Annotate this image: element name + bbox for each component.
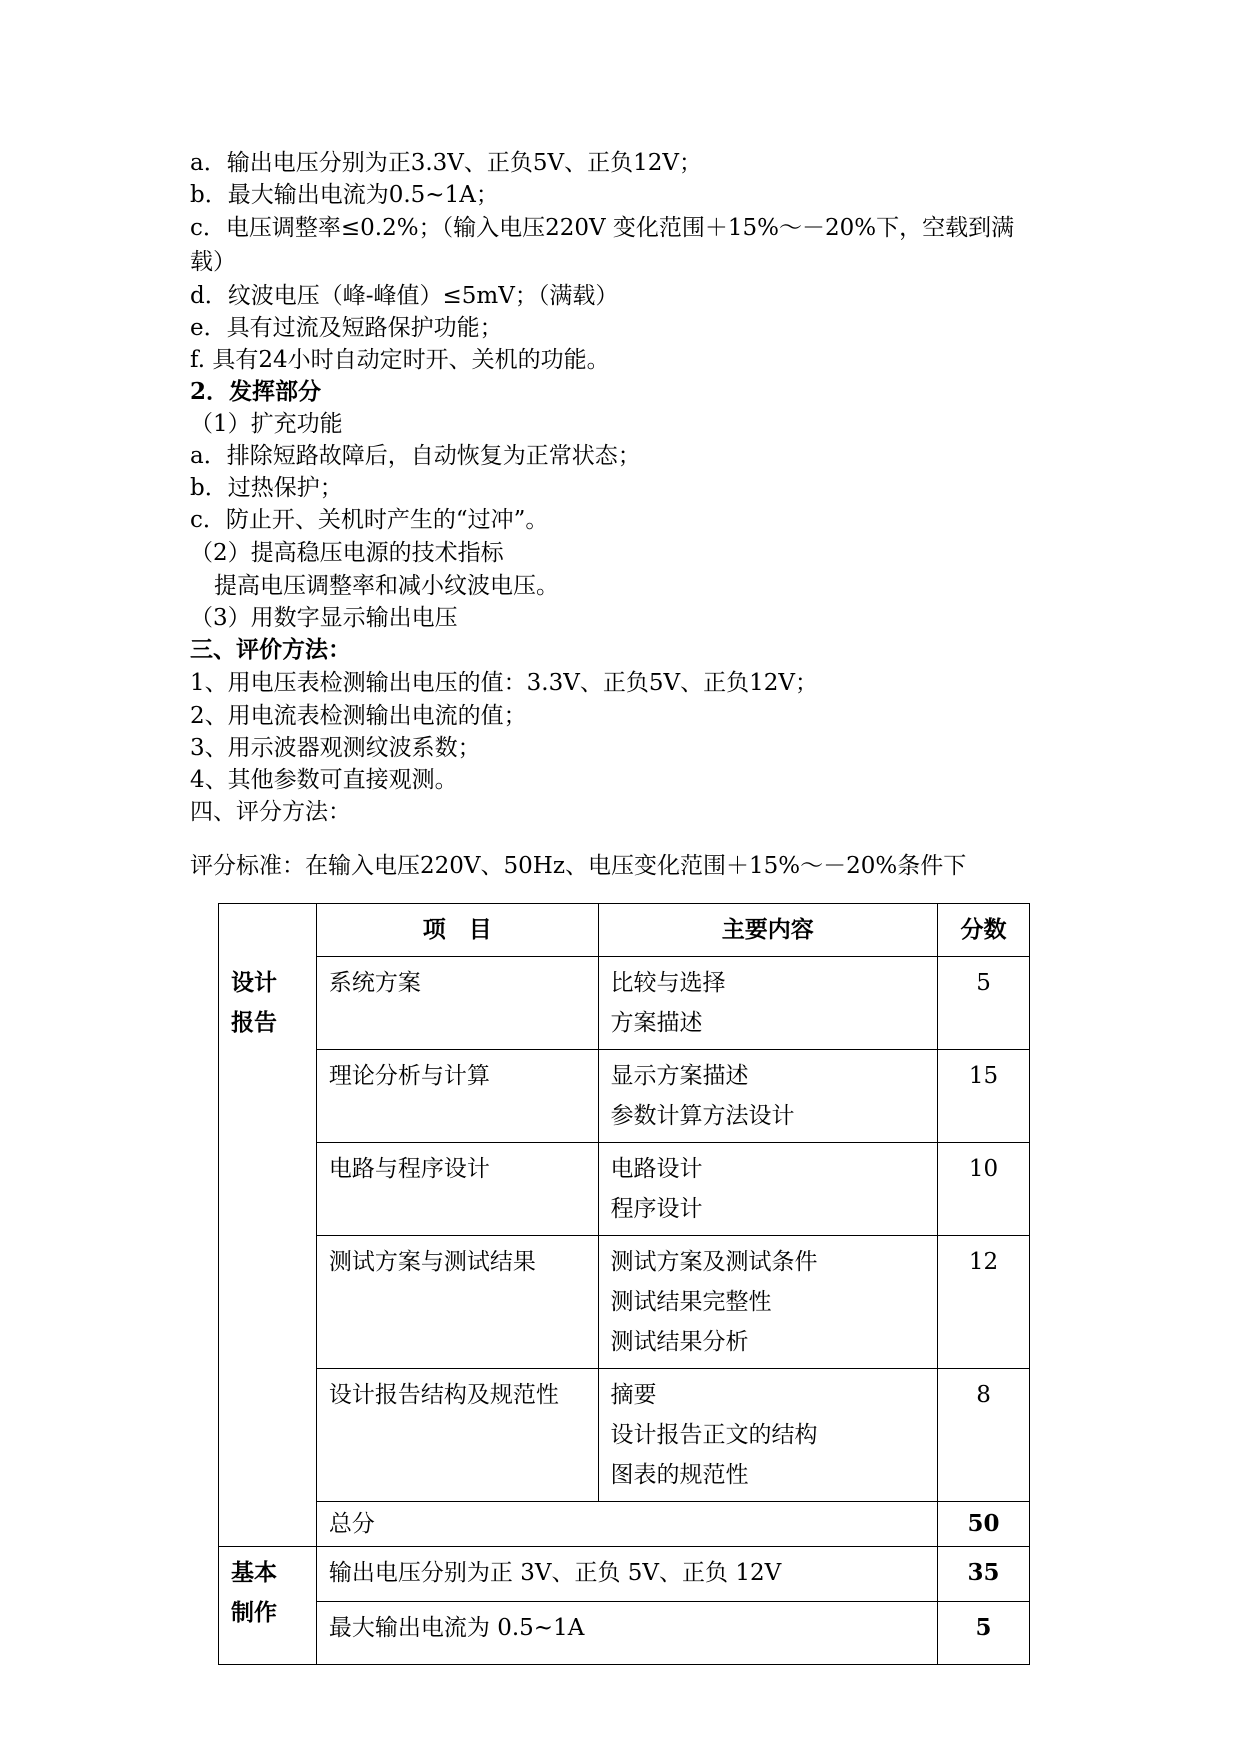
req-line-a: a．输出电压分别为正3.3V、正负5V、正负12V； [190, 150, 703, 176]
row-content: 电路设计 程序设计 [598, 1143, 938, 1236]
table-total-row [219, 1502, 1030, 1547]
row-score: 15 [938, 1050, 1030, 1143]
req-line-e: e．具有过流及短路保护功能； [190, 315, 503, 341]
group-label-design-report: 设计 报告 [219, 957, 317, 1547]
row-content: 测试方案及测试条件 测试结果完整性 测试结果分析 [598, 1236, 938, 1369]
row-score: 10 [938, 1143, 1030, 1236]
eval-line-4: 4、其他参数可直接观测。 [190, 767, 458, 793]
req-line-c-cont: 载） [190, 249, 236, 275]
table-row [219, 1050, 1030, 1143]
basic-item: 最大输出电流为 0.5~1A [316, 1602, 937, 1665]
total-label: 总分 [316, 1502, 937, 1547]
req-line-f: f. 具有24小时自动定时开、关机的功能。 [190, 347, 610, 373]
total-score: 50 [938, 1502, 1030, 1547]
row-score: 12 [938, 1236, 1030, 1369]
row-content: 摘要 设计报告正文的结构 图表的规范性 [598, 1369, 938, 1502]
scoring-table [218, 903, 1030, 1665]
header-item: 项 目 [316, 904, 598, 957]
req-line-c: c．电压调整率≤0.2%；（输入电压220V 变化范围＋15%～－20%下，空载到满 [190, 215, 1015, 241]
group-label-basic-production: 基本 制作 [219, 1547, 317, 1665]
section-heading-extended: 2．发挥部分 [190, 378, 322, 405]
table-header-row [219, 904, 1030, 957]
basic-score: 5 [938, 1602, 1030, 1665]
table-row [219, 1236, 1030, 1369]
table-row [219, 1547, 1030, 1602]
eval-line-2: 2、用电流表检测输出电流的值； [190, 703, 527, 729]
basic-score: 35 [938, 1547, 1030, 1602]
table-row [219, 1369, 1030, 1502]
ext-line-a: a．排除短路故障后，自动恢复为正常状态； [190, 443, 641, 469]
table-row [219, 957, 1030, 1050]
header-score: 分数 [938, 904, 1030, 957]
row-item: 设计报告结构及规范性 [316, 1369, 598, 1502]
scoring-criteria: 评分标准：在输入电压220V、50Hz、电压变化范围＋15%～－20%条件下 [190, 853, 967, 879]
row-score: 8 [938, 1369, 1030, 1502]
section-heading-evaluation: 三、评价方法： [190, 636, 351, 663]
row-item: 系统方案 [316, 957, 598, 1050]
eval-line-3: 3、用示波器观测纹波系数； [190, 735, 481, 761]
row-content: 比较与选择 方案描述 [598, 957, 938, 1050]
ext-line-b: b．过热保护； [190, 475, 343, 501]
sub-heading-1: （1）扩充功能 [190, 411, 343, 437]
row-item: 理论分析与计算 [316, 1050, 598, 1143]
table-row [219, 1602, 1030, 1665]
sub-heading-2: （2）提高稳压电源的技术指标 [190, 540, 504, 566]
sub-heading-3: （3）用数字显示输出电压 [190, 605, 458, 631]
basic-item: 输出电压分别为正 3V、正负 5V、正负 12V [316, 1547, 937, 1602]
ext-line-c: c．防止开、关机时产生的“过冲”。 [190, 507, 549, 533]
row-score: 5 [938, 957, 1030, 1050]
section-heading-scoring: 四、评分方法： [190, 799, 351, 825]
header-corner-cell [219, 904, 317, 957]
req-line-d: d．纹波电压（峰-峰值）≤5mV；（满载） [190, 283, 619, 309]
row-item: 测试方案与测试结果 [316, 1236, 598, 1369]
eval-line-1: 1、用电压表检测输出电压的值：3.3V、正负5V、正负12V； [190, 670, 818, 696]
sub-heading-2-text: 提高电压调整率和减小纹波电压。 [214, 573, 559, 599]
header-content: 主要内容 [598, 904, 938, 957]
row-item: 电路与程序设计 [316, 1143, 598, 1236]
req-line-b: b．最大输出电流为0.5~1A； [190, 182, 499, 208]
row-content: 显示方案描述 参数计算方法设计 [598, 1050, 938, 1143]
table-row [219, 1143, 1030, 1236]
